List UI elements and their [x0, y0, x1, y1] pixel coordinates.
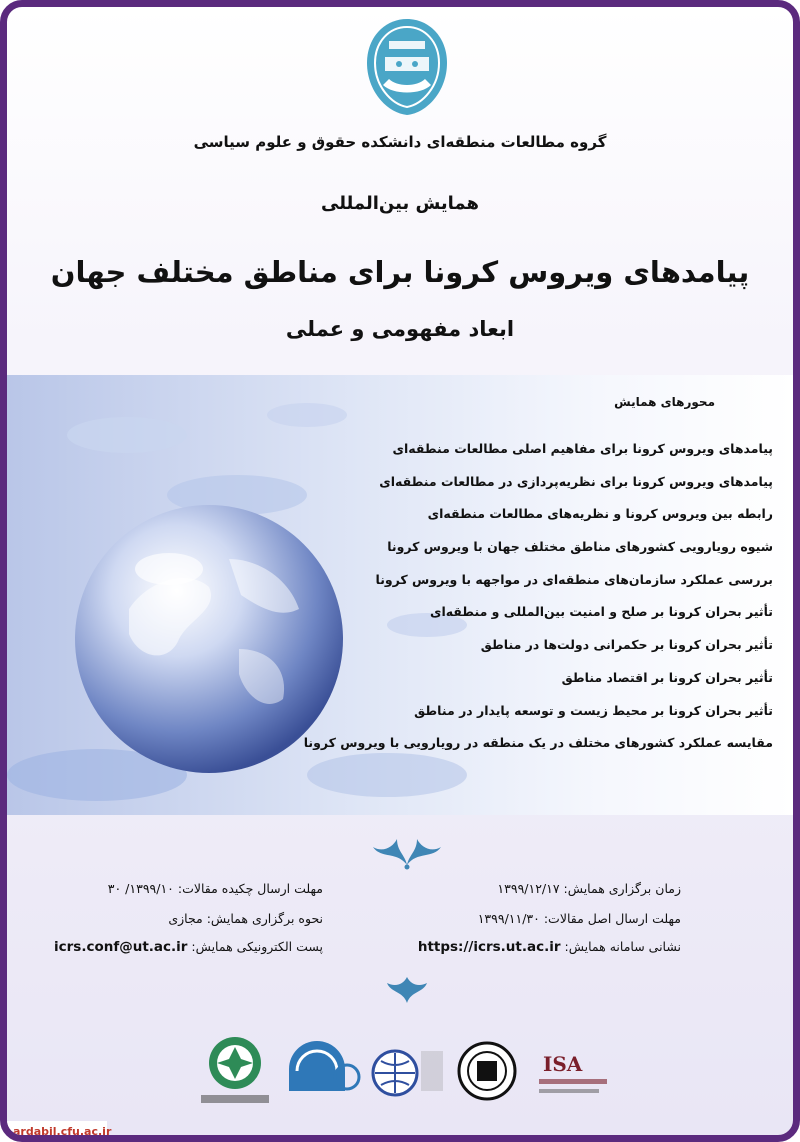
- topics-banner: [7, 375, 793, 815]
- topic-item: شیوه رویارویی کشورهای مناطق مختلف جهان با ویروس کرونا: [387, 539, 773, 555]
- islamic-world-studies-logo-icon: [201, 1037, 269, 1103]
- topics-title: محورهای همایش: [614, 395, 715, 409]
- conference-subtitle: ابعاد مفهومی و عملی: [285, 317, 515, 341]
- website-link[interactable]: https://icrs.ut.ac.ir: [417, 939, 561, 955]
- regional-studies-association-logo-icon: [373, 1051, 443, 1095]
- topic-item: بررسی عملکرد سازمان‌های منطقه‌ای در مواجهه با ویروس کرونا: [375, 571, 773, 587]
- email-label: پست الکترونیکی همایش:: [191, 939, 323, 954]
- topic-item: تأثیر بحران کرونا بر صلح و امنیت بین‌المللی و منطقه‌ای: [429, 604, 773, 620]
- conference-date-row: [497, 881, 681, 896]
- association-seal-logo-icon: [459, 1043, 515, 1099]
- topics-list: [303, 437, 773, 764]
- isa-logo-icon: [539, 1052, 607, 1093]
- website-label: نشانی سامانه همایش:: [564, 939, 681, 954]
- holding-mode-value: مجازی: [168, 911, 203, 926]
- floral-ornament-icon: [367, 831, 447, 871]
- full-paper-deadline-label: مهلت ارسال اصل مقالات:: [543, 911, 681, 926]
- cces-logo-icon: [289, 1041, 359, 1091]
- abstract-deadline-row: [108, 881, 323, 896]
- small-ornament-icon: [385, 975, 429, 1005]
- department-name: گروه مطالعات منطقه‌ای دانشکده حقوق و علوم سیاسی: [193, 133, 607, 151]
- holding-mode-label: نحوه برگزاری همایش:: [206, 911, 323, 926]
- topic-item: مقایسه عملکرد کشورهای مختلف در یک منطقه در رویارویی با ویروس کرونا: [303, 735, 773, 751]
- topic-item: پیامدهای ویروس کرونا برای نظریه‌پردازی در مطالعات منطقه‌ای: [379, 473, 773, 489]
- sponsor-logos: [197, 1029, 617, 1111]
- topic-item: تأثیر بحران کرونا بر محیط زیست و توسعه پایدار در مناطق: [414, 702, 773, 718]
- abstract-deadline-label: مهلت ارسال چکیده مقالات:: [177, 881, 323, 896]
- conference-date-label: زمان برگزاری همایش:: [563, 881, 681, 896]
- topic-item: رابطه بین ویروس کرونا و نظریه‌های مطالعات منطقه‌ای: [427, 506, 773, 522]
- conference-title: پیامدهای ویروس کرونا برای مناطق مختلف جهان: [50, 255, 750, 289]
- email-link[interactable]: icrs.conf@ut.ac.ir: [54, 939, 188, 955]
- topic-item: تأثیر بحران کرونا بر اقتصاد مناطق: [561, 669, 773, 685]
- conference-date-value: ۱۳۹۹/۱۲/۱۷: [497, 881, 560, 896]
- full-paper-deadline-row: [478, 911, 681, 926]
- full-paper-deadline-value: ۱۳۹۹/۱۱/۳۰: [477, 911, 540, 926]
- university-seal-icon: [359, 15, 455, 119]
- conference-type: همایش بین‌المللی: [321, 193, 479, 214]
- svg-text:ISA: ISA: [543, 1052, 583, 1076]
- email-row: [54, 939, 323, 955]
- website-row: [418, 939, 681, 955]
- topic-item: تأثیر بحران کرونا بر حکمرانی دولت‌ها در مناطق: [480, 637, 773, 653]
- source-watermark: ardabil.cfu.ac.ir: [7, 1121, 107, 1142]
- abstract-deadline-value: ۱۳۹۹/۱۰/ ۳۰: [107, 881, 174, 896]
- holding-mode-row: [168, 911, 323, 926]
- topic-item: پیامدهای ویروس کرونا برای مفاهیم اصلی مطالعات منطقه‌ای: [392, 441, 773, 456]
